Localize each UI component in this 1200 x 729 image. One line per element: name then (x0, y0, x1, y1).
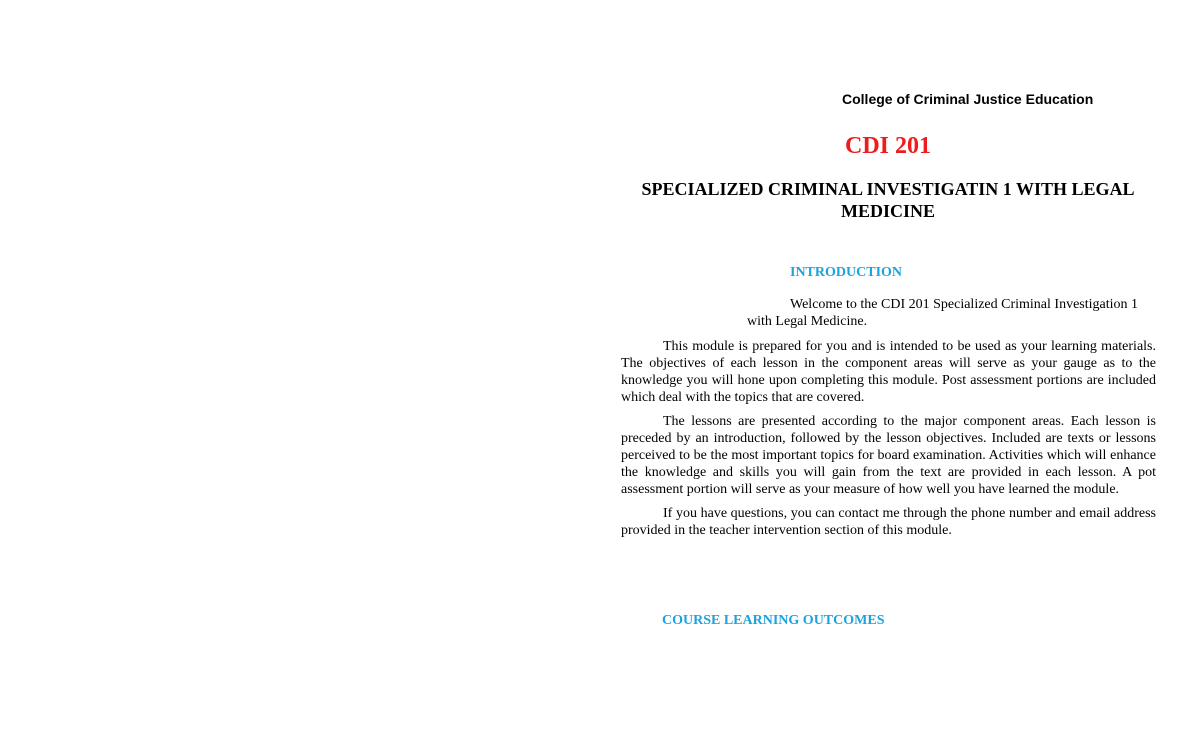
course-learning-outcomes-heading: COURSE LEARNING OUTCOMES (662, 613, 885, 628)
welcome-line-1: Welcome to the CDI 201 Specialized Criminal Investigation 1 (790, 297, 1139, 312)
intro-paragraph-lessons: The lessons are presented according to the major component areas. Each lesson is preceded by an introduction, followed by the lesson objectives. Included are texts or lessons perceived to be the most important topics for board examination. Activities which will enhance the knowledge and skills you will gain from the text are provided in each lesson. A pot assessment portion will serve as your measure of how well you have learned the module. (621, 414, 1156, 497)
course-title-line-1: SPECIALIZED CRIMINAL INVESTIGATIN 1 WITH LEGAL (641, 179, 1135, 199)
intro-paragraph-contact: If you have questions, you can contact me through the phone number and email address provided in the teacher intervention section of this module. (621, 506, 1156, 538)
welcome-line-2: with Legal Medicine. (747, 314, 868, 329)
college-name: College of Criminal Justice Education (842, 91, 1094, 107)
introduction-heading: INTRODUCTION (790, 265, 903, 280)
course-title (620, 178, 1156, 222)
intro-paragraph-module-purpose: This module is prepared for you and is intended to be used as your learning materials. The objectives of each lesson in the component areas will serve as your gauge as to the knowledge you will hone upon completing this module. Post assessment portions are included which deal with the topics that are covered. (621, 339, 1156, 405)
welcome-text (747, 296, 1157, 330)
course-code: CDI 201 (844, 133, 931, 159)
course-title-line-2: MEDICINE (840, 201, 935, 221)
